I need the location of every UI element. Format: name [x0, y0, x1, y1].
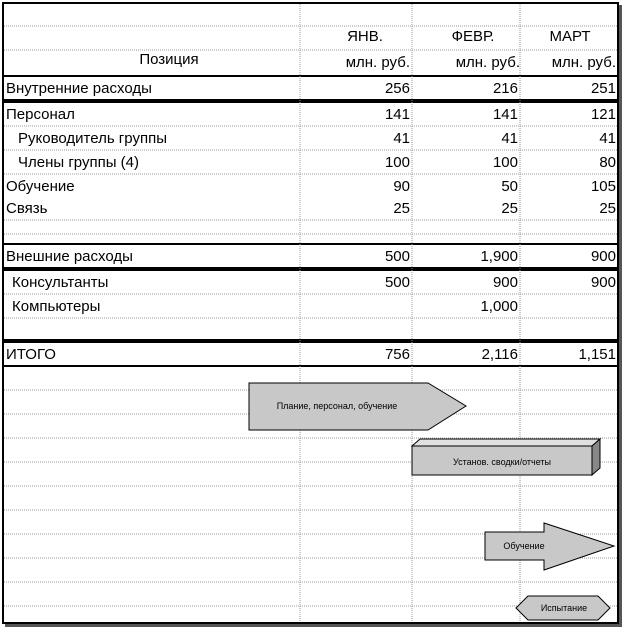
row-value: 141 — [492, 106, 518, 123]
row-value: 41 — [393, 130, 410, 147]
row-value: 1,900 — [480, 248, 518, 265]
row-value: 500 — [384, 248, 410, 265]
row-value: 2,116 — [481, 346, 518, 363]
row-value: 1,151 — [578, 346, 616, 363]
row-label: Компьютеры — [12, 298, 101, 315]
row-value: 251 — [590, 80, 616, 97]
row-label: Члены группы (4) — [18, 154, 139, 171]
row-value: 41 — [501, 130, 518, 147]
row-value: 100 — [384, 154, 410, 171]
row-label: Руководитель группы — [18, 130, 167, 147]
task-label-reports: Установ. сводки/отчеты — [452, 457, 552, 467]
row-label: Персонал — [6, 106, 75, 123]
row-value: 80 — [599, 154, 616, 171]
header-feb-unit: млн. руб. — [455, 54, 520, 71]
task-label-training: Обучение — [503, 541, 545, 551]
row-value: 25 — [501, 200, 518, 217]
task-label-planning: Плание, персонал, обучение — [276, 401, 398, 411]
header-mar-unit: млн. руб. — [551, 54, 616, 71]
row-value: 100 — [492, 154, 518, 171]
row-label: Внешние расходы — [6, 248, 133, 265]
spreadsheet-frame — [2, 2, 619, 624]
row-value: 41 — [599, 130, 616, 147]
row-label: ИТОГО — [6, 346, 56, 363]
row-value: 121 — [590, 106, 616, 123]
row-value: 256 — [384, 80, 410, 97]
row-value: 900 — [590, 274, 616, 291]
task-label-testing: Испытание — [540, 603, 588, 613]
row-value: 50 — [501, 178, 518, 195]
header-jan-unit: млн. руб. — [345, 54, 410, 71]
header-mar-name: МАРТ — [549, 28, 591, 45]
row-value: 216 — [492, 80, 518, 97]
row-label: Связь — [6, 200, 48, 217]
row-value: 900 — [590, 248, 616, 265]
row-value: 141 — [384, 106, 410, 123]
row-value: 25 — [393, 200, 410, 217]
row-label: Консультанты — [12, 274, 109, 291]
row-value: 105 — [590, 178, 616, 195]
header-jan-name: ЯНВ. — [347, 28, 383, 45]
row-label: Обучение — [6, 178, 75, 195]
row-value: 900 — [492, 274, 518, 291]
header-feb-name: ФЕВР. — [451, 28, 495, 45]
row-value: 1,000 — [480, 298, 518, 315]
header-position: Позиция — [139, 51, 199, 68]
row-value: 756 — [384, 346, 410, 363]
row-value: 25 — [599, 200, 616, 217]
row-label: Внутренние расходы — [6, 80, 152, 97]
row-value: 500 — [384, 274, 410, 291]
row-value: 90 — [393, 178, 410, 195]
